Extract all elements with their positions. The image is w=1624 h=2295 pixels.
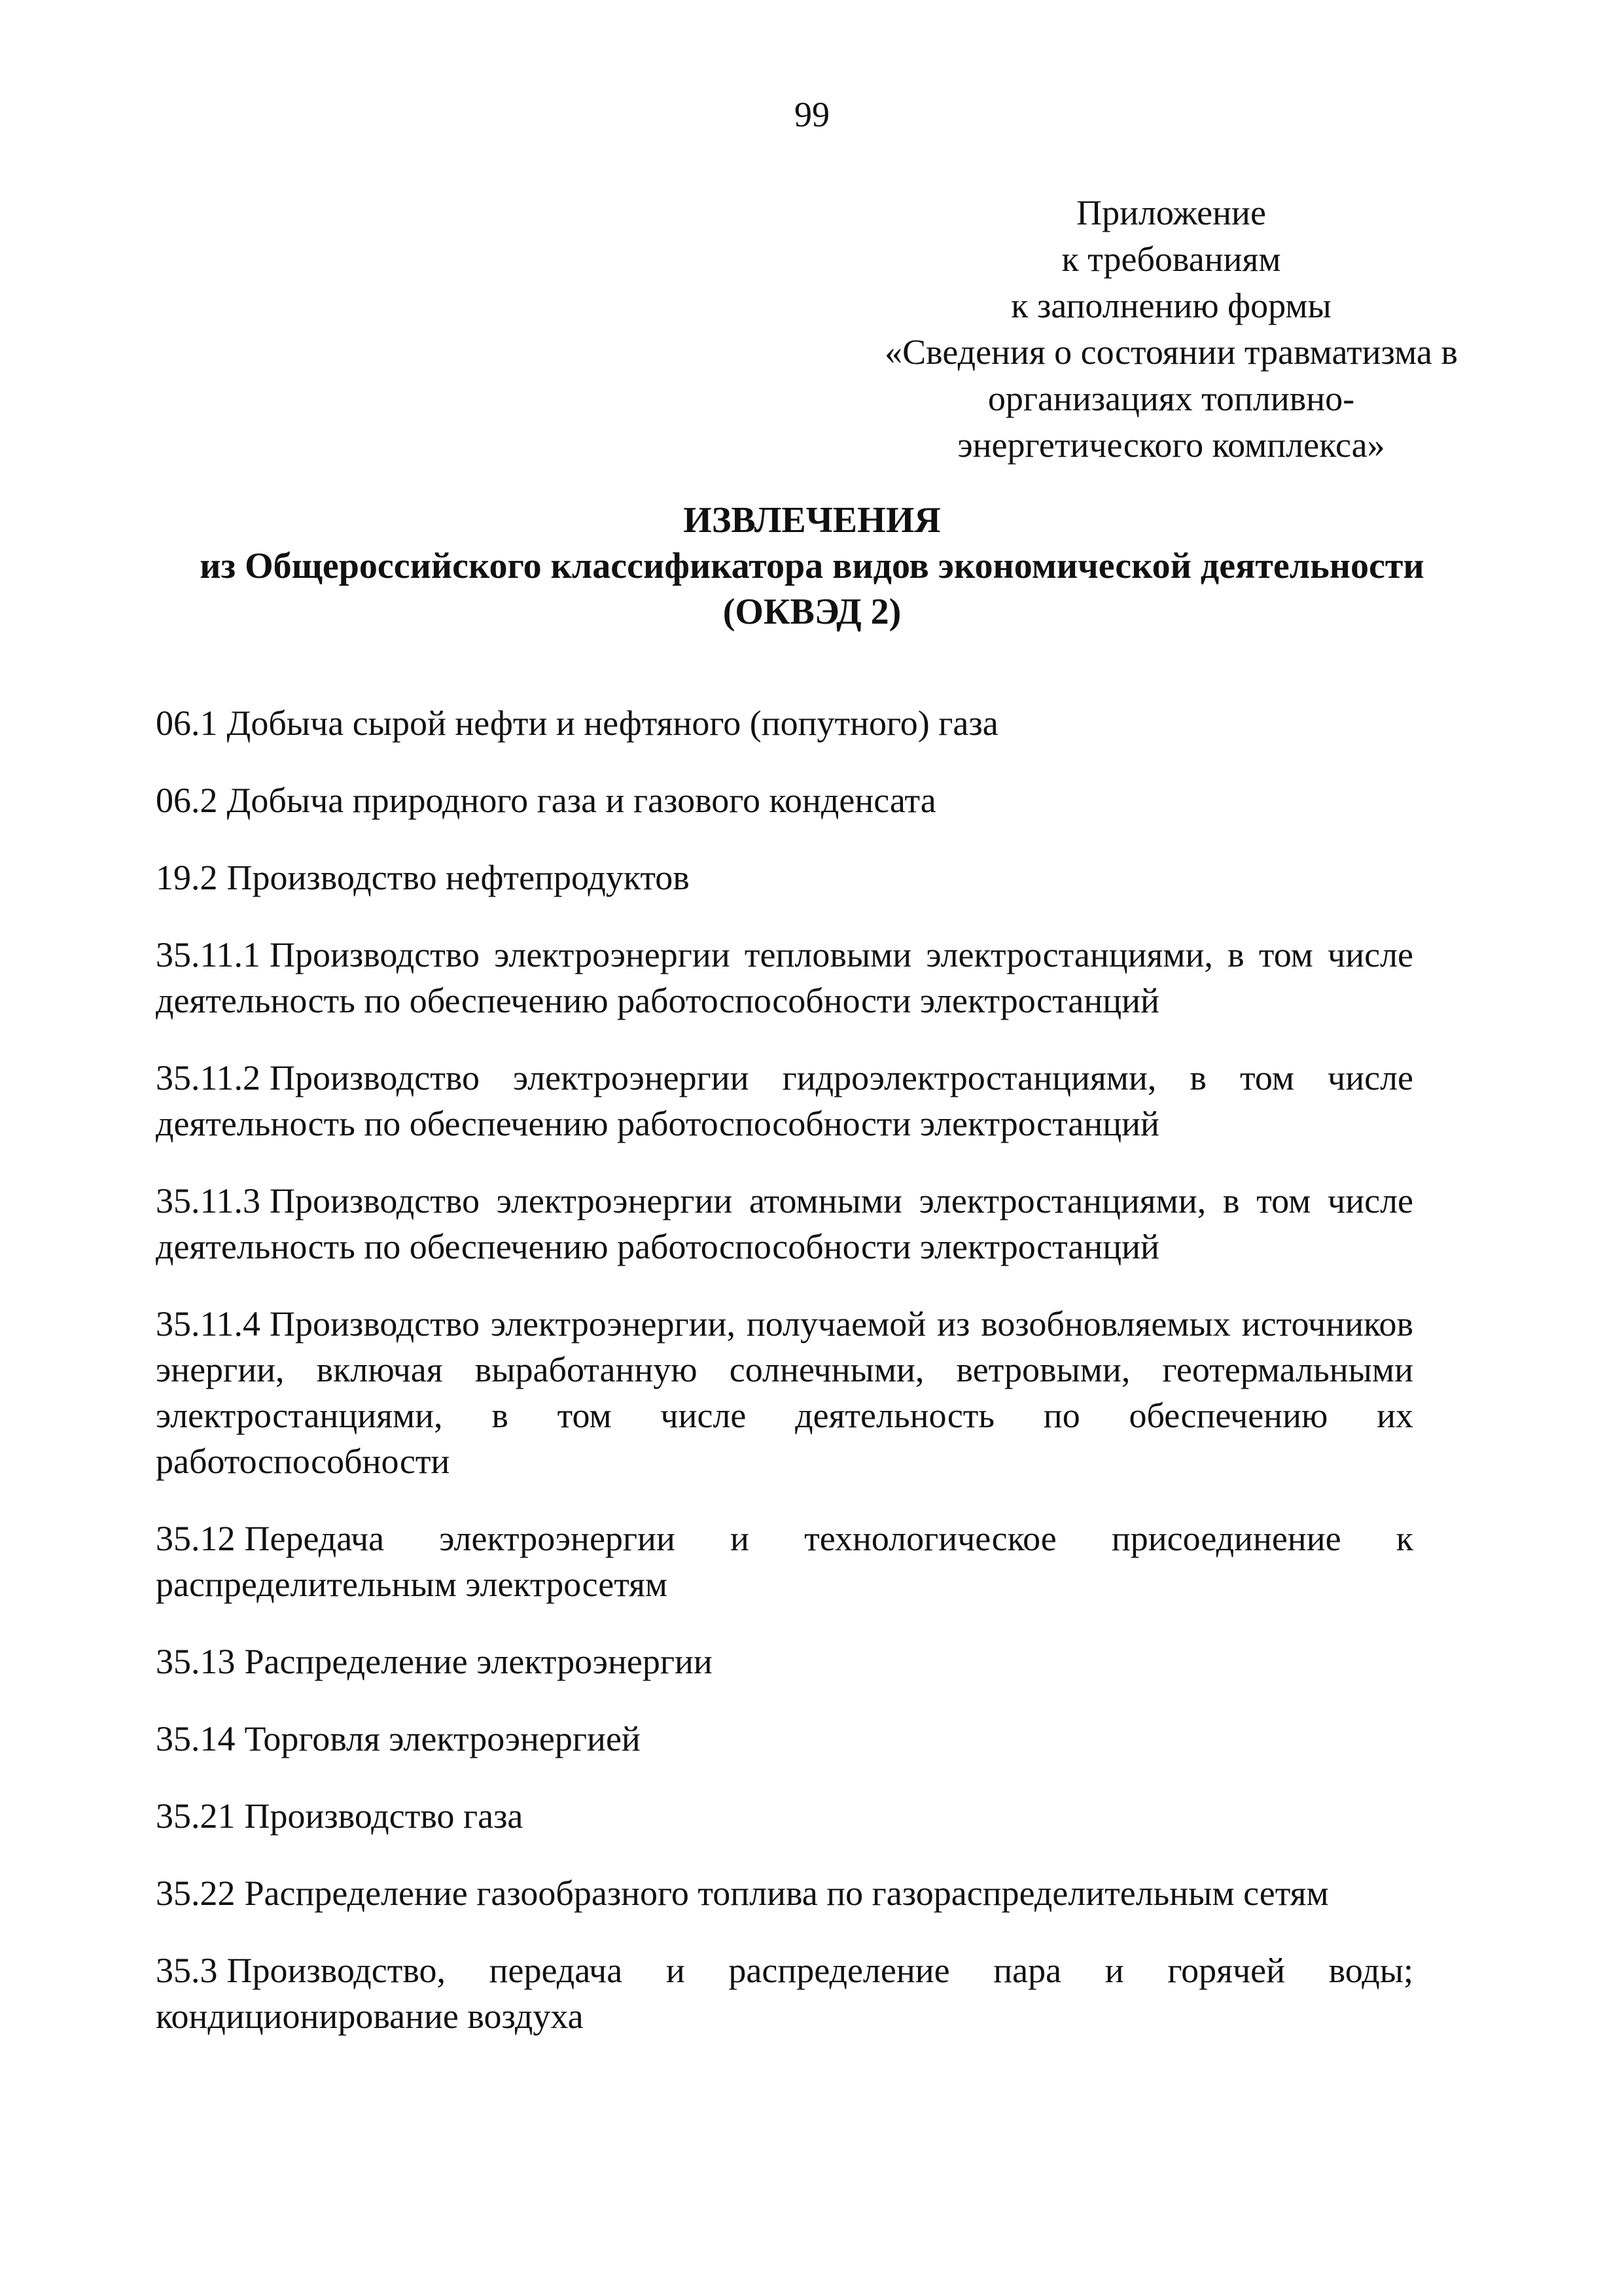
entry-text: Производство электроэнергии атомными электростанциями, в том числе деятельность по обеспечению работоспособности электростанций (156, 1181, 1413, 1266)
list-item (156, 1178, 1413, 1270)
entry-code: 35.11.3 (156, 1181, 260, 1220)
entry-code: 35.11.1 (156, 935, 260, 974)
list-item (156, 1639, 1413, 1684)
entry-code: 35.22 (156, 1874, 236, 1913)
entry-text: Передача электроэнергии и технологическое присоединение к распределительным электросетям (156, 1519, 1413, 1604)
entry-code: 06.1 (156, 703, 218, 743)
entry-code: 35.21 (156, 1796, 236, 1836)
list-item (156, 1948, 1413, 2039)
appendix-line: к заполнению формы (1011, 286, 1332, 325)
list-item (156, 1516, 1413, 1607)
entry-code: 35.12 (156, 1519, 236, 1558)
entry-text: Производство электроэнергии, получаемой из возобновляемых источников энергии, включая выработанную солнечными, ветровыми, геотермальными электростанциями, в том числе деятельность по обеспечению их работоспособности (156, 1304, 1413, 1481)
list-item (156, 1301, 1413, 1484)
heading-subtitle: из Общероссийского классификатора видов экономической деятельности (200, 546, 1424, 586)
appendix-line: «Сведения о состоянии травматизма в (885, 332, 1458, 372)
okved-entries-list (156, 700, 1413, 2071)
page-number: 99 (794, 95, 830, 134)
entry-code: 35.11.4 (156, 1304, 260, 1343)
entry-code: 19.2 (156, 858, 218, 897)
entry-text: Производство, передача и распределение пара и горячей воды; кондиционирование воздуха (156, 1951, 1413, 2036)
appendix-line: энергетического комплекса» (957, 425, 1385, 465)
list-item (156, 1793, 1413, 1839)
heading-title: ИЗВЛЕЧЕНИЯ (683, 500, 941, 541)
list-item (156, 777, 1413, 823)
list-item (156, 700, 1413, 746)
heading-code: (ОКВЭД 2) (722, 592, 902, 632)
list-item (156, 1870, 1413, 1916)
list-item (156, 1716, 1413, 1762)
entry-code: 35.13 (156, 1642, 236, 1681)
entry-text: Добыча природного газа и газового конденсата (226, 781, 936, 820)
list-item (156, 855, 1413, 900)
entry-code: 06.2 (156, 781, 218, 820)
entry-text: Торговля электроэнергией (244, 1719, 641, 1758)
entry-text: Производство электроэнергии тепловыми электростанциями, в том числе деятельность по обеспечению работоспособности электростанций (156, 935, 1413, 1020)
entry-code: 35.3 (156, 1951, 218, 1990)
entry-text: Производство нефтепродуктов (226, 858, 690, 897)
appendix-line: к требованиям (1061, 240, 1281, 279)
entry-text: Распределение электроэнергии (244, 1642, 713, 1681)
entry-text: Производство газа (244, 1796, 523, 1836)
appendix-line: Приложение (1076, 193, 1266, 232)
list-item (156, 1055, 1413, 1147)
entry-code: 35.11.2 (156, 1058, 260, 1097)
entry-text: Распределение газообразного топлива по газораспределительным сетям (244, 1874, 1329, 1913)
list-item (156, 932, 1413, 1023)
document-heading (0, 497, 1624, 635)
appendix-line: организациях топливно- (987, 379, 1355, 418)
entry-text: Добыча сырой нефти и нефтяного (попутного) газа (226, 703, 998, 743)
entry-text: Производство электроэнергии гидроэлектростанциями, в том числе деятельность по обеспечению работоспособности электростанций (156, 1058, 1413, 1143)
appendix-block (805, 190, 1538, 469)
entry-code: 35.14 (156, 1719, 236, 1758)
